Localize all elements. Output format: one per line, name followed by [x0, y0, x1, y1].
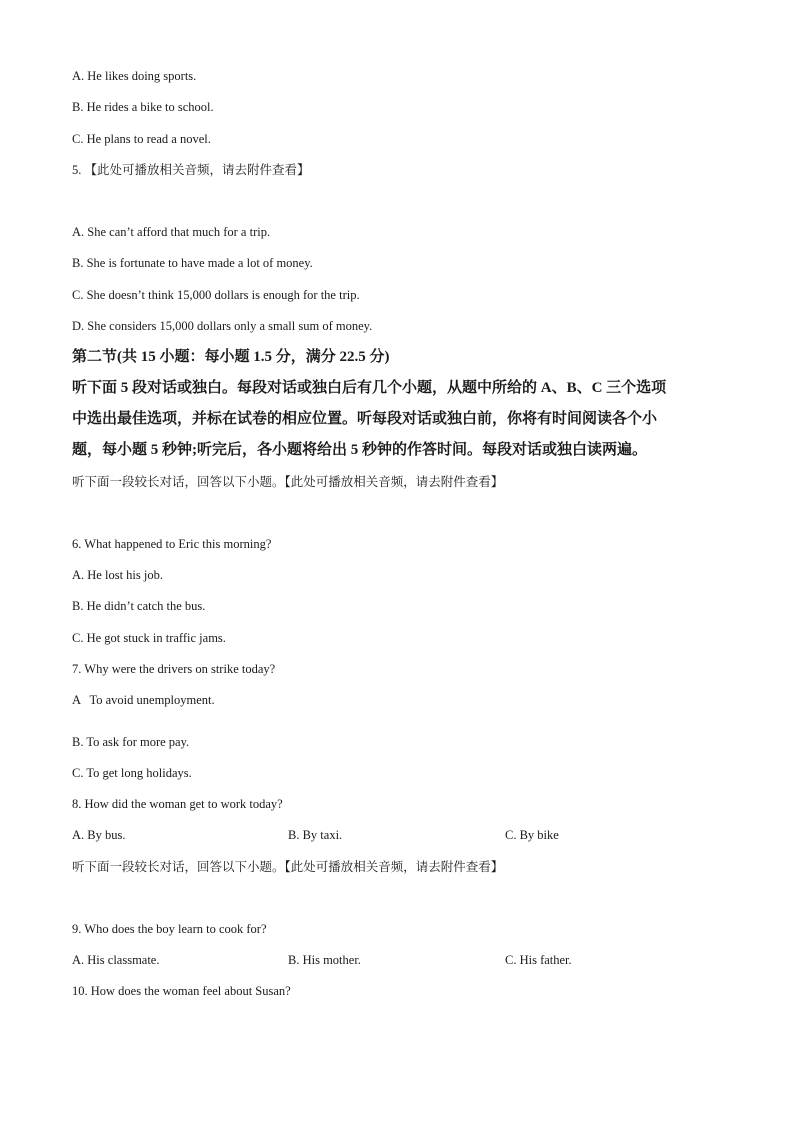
q8-option-c: C. By bike: [505, 828, 559, 842]
q7-stem: 7. Why were the drivers on strike today?: [72, 662, 276, 676]
q8-stem: 8. How did the woman get to work today?: [72, 797, 283, 811]
section2-instruction-line-1: 听下面 5 段对话或独白。每段对话或独白后有几个小题，从题中所给的 A、B、C 三个选项: [72, 380, 667, 396]
q4-option-b: B. He rides a bike to school.: [72, 100, 214, 114]
q6-option-a: A. He lost his job.: [72, 568, 163, 582]
q9-option-b: B. His mother.: [288, 953, 361, 967]
q4-option-a: A. He likes doing sports.: [72, 69, 197, 83]
dialog1-prompt: 听下面一段较长对话，回答以下小题。【此处可播放相关音频，请去附件查看】: [72, 475, 504, 489]
q9-option-c: C. His father.: [505, 953, 572, 967]
q9-option-a: A. His classmate.: [72, 953, 160, 967]
q8-option-a: A. By bus.: [72, 828, 126, 842]
q5-option-d: D. She considers 15,000 dollars only a small sum of money.: [72, 319, 373, 333]
section2-heading: 第二节(共 15 小题：每小题 1.5 分，满分 22.5 分): [72, 349, 390, 365]
section2-instruction-line-2: 中选出最佳选项，并标在试卷的相应位置。听每段对话或独白前，你将有时间阅读各个小: [72, 411, 658, 427]
q7-option-c: C. To get long holidays.: [72, 766, 192, 780]
q5-option-b: B. She is fortunate to have made a lot of money.: [72, 256, 313, 270]
q5-stem: 5. 【此处可播放相关音频，请去附件查看】: [72, 163, 310, 177]
q4-option-c: C. He plans to read a novel.: [72, 132, 211, 146]
dialog2-prompt: 听下面一段较长对话，回答以下小题。【此处可播放相关音频，请去附件查看】: [72, 860, 504, 874]
q5-option-a: A. She can’t afford that much for a trip.: [72, 225, 271, 239]
q5-option-c: C. She doesn’t think 15,000 dollars is enough for the trip.: [72, 288, 360, 302]
section2-instruction-line-3: 题，每小题 5 秒钟;听完后，各小题将给出 5 秒钟的作答时间。每段对话或独白读两遍。: [72, 442, 647, 458]
q8-option-b: B. By taxi.: [288, 828, 343, 842]
q7-option-b: B. To ask for more pay.: [72, 735, 190, 749]
q7-option-a: A To avoid unemployment.: [72, 693, 215, 707]
q9-stem: 9. Who does the boy learn to cook for?: [72, 922, 267, 936]
q6-option-b: B. He didn’t catch the bus.: [72, 599, 206, 613]
q6-option-c: C. He got stuck in traffic jams.: [72, 631, 226, 645]
q6-stem: 6. What happened to Eric this morning?: [72, 537, 272, 551]
q10-stem: 10. How does the woman feel about Susan?: [72, 984, 291, 998]
